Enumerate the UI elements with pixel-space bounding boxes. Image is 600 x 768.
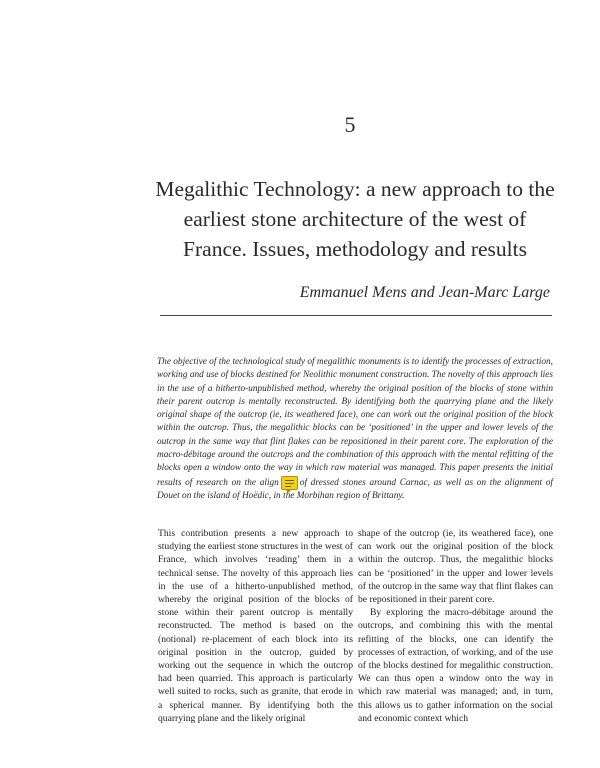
body-paragraph: shape of the outcrop (ie, its weathered face), one can work out the original position of the block within the outcrop. Thus, the megalithic blocks can be ‘positioned’ in the upper and lower levels of the outcrop in the same way that flint flakes can be repositioned in their parent core. (358, 528, 553, 606)
body-paragraph: This contribution presents a new approach to studying the earliest stone structures in the west of France, which involves ‘reading’ them in a technical sense. The novelty of this approach lies in the use of a hitherto-unpublished method, whereby the original position of the blocks of stone within their parent outcrop is mentally reconstructed. The method is based on the (notional) re-placement of each block into its original position in the outcrop, guided by working out the sequence in which the outcrop had been quarried. This approach is particularly well suited to rocks, such as granite, that erode in a spherical manner. By identifying both the quarrying plane and the likely original (158, 528, 353, 724)
body-column-right (358, 527, 553, 725)
abstract-text-start: The objective of the technological study of megalithic monuments is to identify the processes of extraction, working and use of blocks destined for Neolithic monument construction. The novelty of this approach lies in the use of a hitherto-unpublished method, whereby the original position of the blocks of stone within their parent outcrop is mentally reconstructed. By identifying both the quarrying plane and the likely original shape of the outcrop (ie, its weathered face), one can work out the original position of the block within the outcrop. Thus, the megalithic blocks can be ‘positioned’ in the upper and lower levels of the outcrop in the same way that flint flakes can be repositioned in their parent core. The exploration of the macro-débitage around the outcrops and the combination of this approach with the mental refitting of the blocks open a window onto the way in which raw material was managed. This paper presents the initial results of research on the align (157, 357, 553, 488)
chapter-title: Megalithic Technology: a new approach to the earliest stone architecture of the west of France. Issues, methodology and results (155, 177, 555, 261)
body-column-left (158, 527, 353, 725)
title-divider (160, 315, 552, 316)
chapter-authors: Emmanuel Mens and Jean-Marc Large (299, 284, 550, 301)
chapter-number: 5 (344, 112, 356, 137)
comment-annotation-icon[interactable] (281, 476, 298, 490)
abstract-text-end: of dressed stones around Carnac, as well as on the alignment of Douet on the island of Hoëdic, in the Morbihan region of Brittany. (157, 477, 553, 502)
body-paragraph: By exploring the macro-débitage around the outcrops, and combining this with the mental refitting of the blocks, one can identify the processes of extraction, of working, and of the use of the blocks destined for megalithic construction. We can thus open a window onto the way in which raw material was managed; and, in turn, this allows us to gather information on the social and economic context which (358, 607, 553, 724)
abstract (157, 356, 553, 503)
